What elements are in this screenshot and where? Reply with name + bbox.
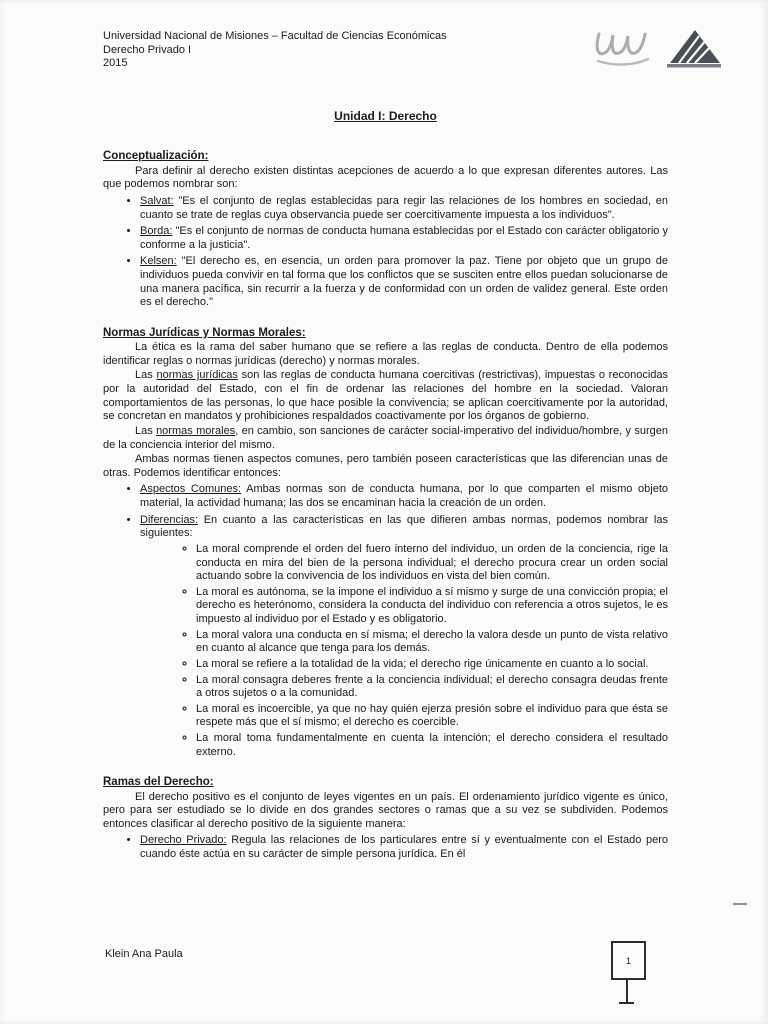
footer-author: Klein Ana Paula <box>105 948 183 960</box>
bullet-text-derecho-privado: Regula las relaciones de los particulares entre sí y eventualmente con el Estado pero cuando éste actúa en su carácter de simple persona jurídica. En él <box>140 834 668 860</box>
difference-item-3: ◦ La moral valora una conducta en sí misma; el derecho la valora desde un punto de vista relativo en cuanto al alcance que tenga para los demás. <box>196 629 668 656</box>
list-item-borda <box>140 225 668 252</box>
paragraph-normas-3-rest: , en cambio, son sanciones de carácter social-imperativo del individuo/hombre, y surgen de la conciencia interior del mismo. <box>103 424 668 451</box>
author-label-salvat: Salvat: <box>140 194 174 207</box>
difference-item-6: ◦ La moral es incoercible, ya que no hay quién ejerza presión sobre el individuo para que ésta se respete más que el sí mismo; el derecho es coercible. <box>196 703 668 730</box>
paragraph-normas-4: Ambas normas tienen aspectos comunes, pero también poseen características que las diferencian unas de otras. Podemos identificar entonces: <box>103 453 668 479</box>
author-text-salvat: "Es el conjunto de reglas establecidas para regir las relaciones de los hombres en sociedad, en cuanto se trate de reglas cuya observancia puede ser coercitivamente impuesta a los individuos". <box>140 194 668 221</box>
paragraph-normas-3-underlined: normas morales <box>156 424 236 437</box>
faculty-logo-icon <box>665 26 723 70</box>
list-item-aspectos-comunes <box>140 483 668 510</box>
normas-bullets-list <box>103 483 668 759</box>
section-heading-conceptualizacion: Conceptualización: <box>103 150 209 163</box>
bullet-label-derecho-privado: Derecho Privado: <box>140 834 227 847</box>
header-line-year: 2015 <box>103 57 128 69</box>
page-content <box>103 30 668 865</box>
differences-sublist <box>140 543 668 759</box>
bullet-text-diferencias: En cuanto a las características en las que difieren ambas normas, podemos nombrar las siguientes: <box>140 513 668 540</box>
section-normas <box>103 326 668 759</box>
page-number-foot-line <box>619 1002 634 1004</box>
page-number: 1 <box>625 955 631 966</box>
list-item-derecho-privado <box>140 834 668 861</box>
author-definitions-list <box>103 195 668 310</box>
paragraph-normas-3-pre: Las <box>135 424 157 437</box>
list-item-salvat <box>140 195 668 222</box>
header-logos <box>591 26 723 70</box>
section-ramas <box>103 775 668 861</box>
page-number-box <box>611 941 646 980</box>
paragraph-normas-2-underlined: normas jurídicas <box>156 369 238 382</box>
difference-item-1: ◦ La moral comprende el orden del fuero interno del individuo, un orden de la conciencia, rige la conducta en mira del bien de la persona individual; el derecho procura crear un orden social actuando sobre la convivencia de los individuos en vista del bien común. <box>196 543 668 584</box>
author-text-kelsen: "El derecho es, en esencia, un orden para promover la paz. Tiene por objeto que un grupo de individuos pueda convivir en tal forma que los conflictos que se susciten entre ellos puedan solucionarse de una manera pacífica, sin recurrir a la fuerza y de conformidad con un orden de validez general. Este orden es el derecho." <box>140 255 668 309</box>
author-text-borda: "Es el conjunto de normas de conducta humana establecidas por el Estado con carácter obligatorio y conforme a la justicia". <box>140 225 668 251</box>
paragraph-normas-2 <box>103 369 668 424</box>
header-line-institution: Universidad Nacional de Misiones – Facultad de Ciencias Económicas <box>103 30 447 42</box>
author-label-borda: Borda: <box>140 225 173 238</box>
paragraph-ramas-1: El derecho positivo es el conjunto de leyes vigentes en un país. El ordenamiento jurídico vigente es único, pero para ser estudiado se lo divide en dos grandes sectores o ramas que a su vez se subdividen. Podemos entonces clasificar al derecho positivo de la siguiente manera: <box>103 790 668 830</box>
paragraph-normas-2-rest: son las reglas de conducta humana coercitivas (restrictivas), impuestas o reconocidas por la autoridad del Estado, con el fin de ordenar las relaciones del hombre en la sociedad. Valoran comportamientos de las personas, lo que hace posible la convivencia; se aplican coercitivamente por la autoridad, se concretan en mandatos y prohibiciones respaldados coactivamente por los órganos de gobierno. <box>103 369 668 423</box>
bullet-label-aspectos-comunes: Aspectos Comunes: <box>140 483 242 496</box>
section-heading-normas: Normas Jurídicas y Normas Morales: <box>103 326 306 339</box>
ramas-bullets-list <box>103 834 668 861</box>
bullet-label-diferencias: Diferencias: <box>140 513 199 526</box>
difference-item-4: ◦ La moral se refiere a la totalidad de la vida; el derecho rige únicamente en cuanto a lo social. <box>196 658 668 672</box>
paragraph-normas-3 <box>103 425 668 452</box>
paragraph-normas-1: La ética es la rama del saber humano que se refiere a las reglas de conducta. Dentro de ella podemos identificar reglas o normas jurídicas (derecho) y normas morales. <box>103 341 668 367</box>
scan-stray-mark <box>733 903 747 905</box>
list-item-diferencias <box>140 514 668 760</box>
difference-item-5: ◦ La moral consagra deberes frente a la conciencia individual; el derecho consagra deudas frente a otros sujetos o a la comunidad. <box>196 674 668 701</box>
difference-item-7: ◦ La moral toma fundamentalmente en cuenta la intención; el derecho considera el resultado externo. <box>196 732 668 759</box>
paragraph-normas-2-pre: Las <box>135 369 157 382</box>
author-label-kelsen: Kelsen: <box>140 255 177 268</box>
page-number-stem-line <box>626 980 628 1002</box>
difference-item-2: ◦ La moral es autónoma, se la impone el individuo a sí mismo y surge de una convicción propia; el derecho es heterónomo, considera la conducta del individuo con referencia a otros sujetos, le es impuesto al individuo por el Estado y es obligatorio. <box>196 586 668 627</box>
page-title: Unidad I: Derecho <box>334 108 437 123</box>
paragraph-conceptualizacion-intro: Para definir al derecho existen distintas acepciones de acuerdo a lo que expresan diferentes autores. Las que podemos nombrar son: <box>103 164 668 191</box>
section-conceptualizacion <box>103 149 668 310</box>
header-line-course: Derecho Privado I <box>103 43 192 56</box>
unam-logo-icon <box>591 26 653 70</box>
section-heading-ramas: Ramas del Derecho: <box>103 776 214 789</box>
document-header <box>103 30 668 71</box>
bullet-text-aspectos-comunes: Ambas normas son de conducta humana, por lo que comparten el mismo objeto material, la actividad humana; las dos se encaminan hacia la creación de un orden. <box>140 483 669 509</box>
list-item-kelsen <box>140 255 668 310</box>
